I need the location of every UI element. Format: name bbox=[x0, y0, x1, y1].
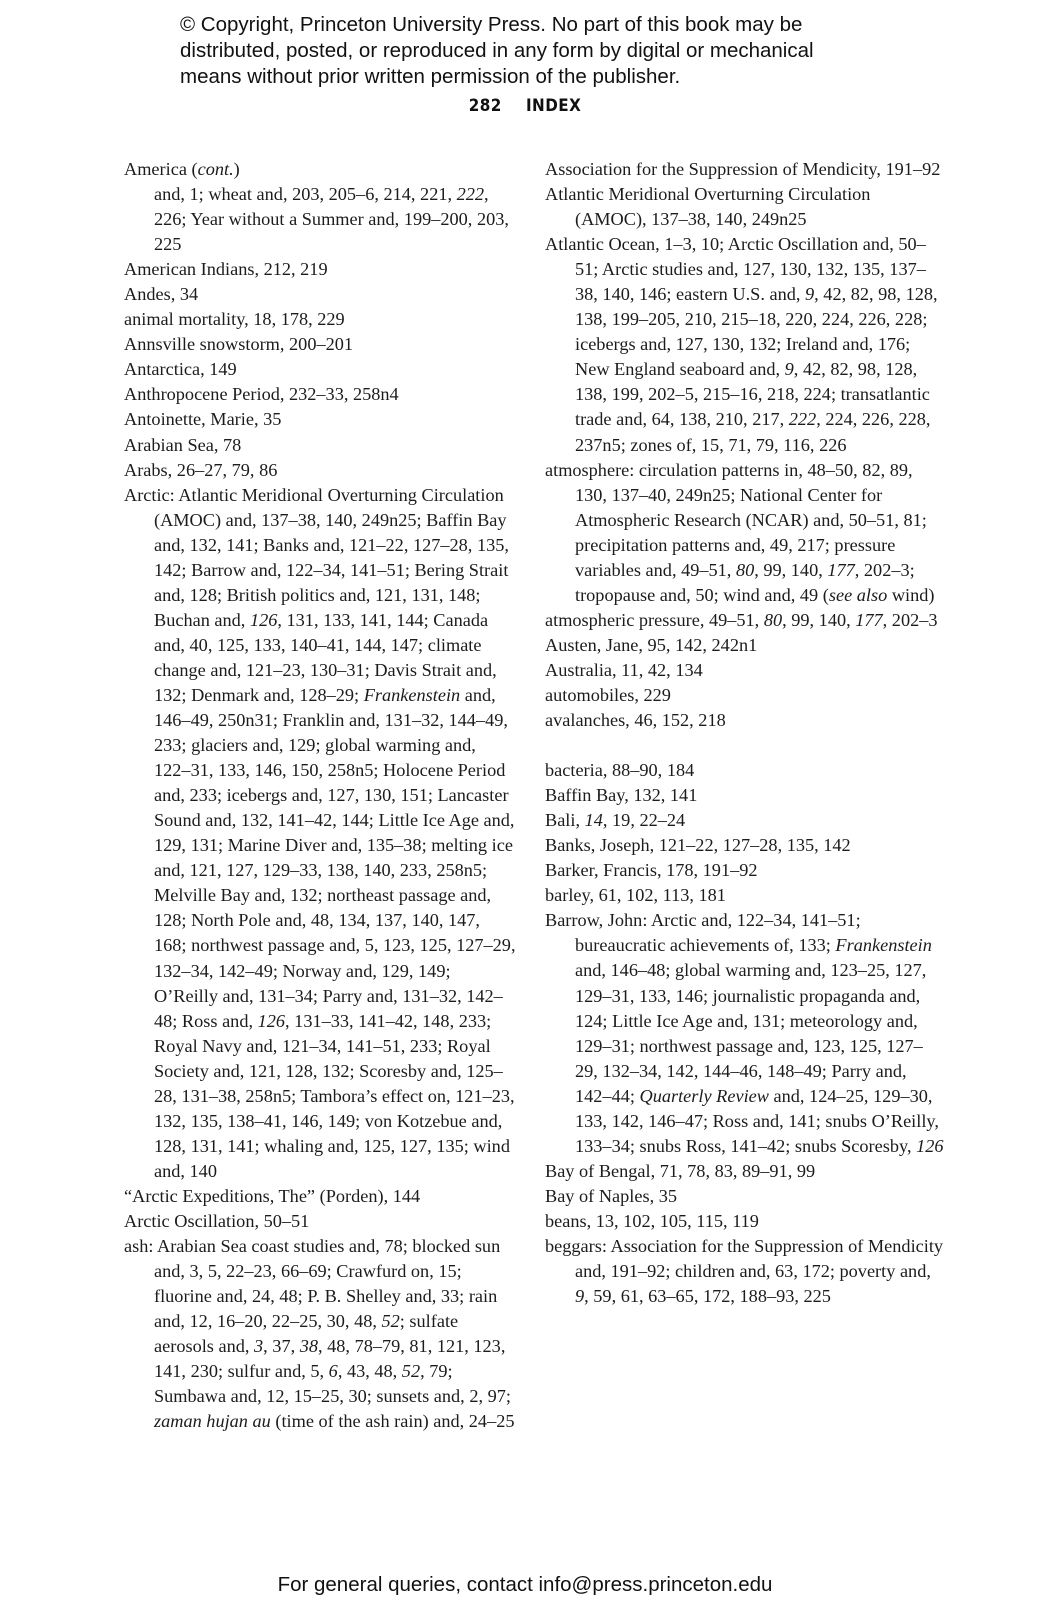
entry-text: , 37, bbox=[263, 1336, 300, 1357]
entry-text: American Indians, 212, 219 bbox=[124, 259, 328, 280]
entry-text: and, 1; wheat and, 203, 205–6, 214, 221, bbox=[154, 184, 457, 205]
entry-text: Banks, Joseph, 121–22, 127–28, 135, 142 bbox=[545, 835, 851, 856]
entry-text: , 202–3 bbox=[882, 609, 938, 630]
italic-text: 126 bbox=[249, 609, 278, 630]
index-entry bbox=[124, 357, 516, 382]
entry-text: and, 146–48; global warming and, 123–25, 127, 129–31, 133, 146; journalistic propaganda and, 124; Little Ice Age and, 131; meteorology and, 129–31; northwest passage and, 123, 125, 127–29, 132–34, 142, 144–46, 148–49; Parry and, 142–44; bbox=[575, 960, 927, 1106]
italic-text: 38 bbox=[299, 1336, 318, 1357]
entry-text: America ( bbox=[124, 159, 198, 179]
entry-text: ) bbox=[233, 159, 240, 179]
entry-text: Arabs, 26–27, 79, 86 bbox=[124, 459, 278, 480]
index-entry bbox=[545, 708, 945, 733]
entry-text: avalanches, 46, 152, 218 bbox=[545, 710, 726, 731]
entry-text: Anthropocene Period, 232–33, 258n4 bbox=[124, 384, 399, 405]
index-entry bbox=[124, 483, 516, 1184]
entry-text: and, 146–49, 250n31; Franklin and, 131–32, 144–49, 233; glaciers and, 129; global warming and, 122–31, 133, 146, 150, 258n5; Holocene Period and, 233; icebergs and, 127, 130, 151; Lancaster Sound and, 132, 141–42, 144; Little Ice Age and, 129, 131; Marine Diver and, 135–38; melting ice and, 121, 127, 129–33, 138, 140, 233, 258n5; Melville Bay and, 132; northeast passage and, 128; North Pole and, 48, 134, 137, 140, 147, 168; northwest passage and, 5, 123, 125, 127–29, 132–34, 142–49; Norway and, 129, 149; O’Reilly and, 131–34; Parry and, 131–32, 142–48; Ross and, bbox=[154, 684, 516, 1031]
copyright-line: © Copyright, Princeton University Press. No part of this book may be bbox=[180, 13, 803, 36]
index-entry bbox=[545, 608, 945, 633]
entry-text: Baffin Bay, 132, 141 bbox=[545, 785, 698, 806]
italic-text: 126 bbox=[257, 1010, 286, 1031]
entry-text: automobiles, 229 bbox=[545, 684, 671, 705]
index-column-left bbox=[124, 157, 516, 1434]
copyright-line: distributed, posted, or reproduced in any form by digital or mechanical bbox=[180, 39, 814, 62]
entry-text: , 224, 226, 228, 237n5; zones of, 15, 71, 79, 116, 226 bbox=[575, 409, 931, 455]
entry-text: Bay of Naples, 35 bbox=[545, 1185, 678, 1206]
entry-text: Annsville snowstorm, 200–201 bbox=[124, 334, 354, 355]
index-entry bbox=[545, 758, 945, 783]
index-entry bbox=[124, 157, 516, 182]
italic-text: zaman hujan au bbox=[154, 1411, 271, 1432]
index-entry bbox=[545, 683, 945, 708]
entry-text: , 48, 78–79, 81, 121, 123, 141, 230; sulfur and, 5, bbox=[154, 1336, 506, 1382]
entry-text: beggars: Association for the Suppression of Mendicity and, 191–92; children and, 63, 172; poverty and, bbox=[545, 1235, 944, 1282]
index-entry bbox=[545, 1184, 945, 1209]
index-entry bbox=[124, 458, 516, 483]
copyright-line: means without prior written permission of the publisher. bbox=[180, 65, 681, 88]
entry-text: bacteria, 88–90, 184 bbox=[545, 760, 695, 781]
index-entry bbox=[545, 1209, 945, 1234]
entry-text: , 42, 82, 98, 128, 138, 199, 202–5, 215–16, 218, 224; transatlantic trade and, 64, 138, 210, 217, bbox=[575, 359, 930, 430]
copyright-notice bbox=[180, 12, 940, 90]
index-entry bbox=[545, 658, 945, 683]
index-entry bbox=[124, 407, 516, 432]
italic-text: Quarterly Review bbox=[639, 1085, 769, 1106]
entry-text: Australia, 11, 42, 134 bbox=[545, 659, 703, 680]
entry-text: beans, 13, 102, 105, 115, 119 bbox=[545, 1210, 759, 1231]
entry-text: , 42, 82, 98, 128, 138, 199–205, 210, 215–18, 220, 224, 226, 228; icebergs and, 127, 130, 132; Ireland and, 176; New England seaboard and, bbox=[575, 284, 938, 380]
entry-text: , 226; Year without a Summer and, 199–200, 203, 225 bbox=[154, 184, 509, 255]
index-entry bbox=[124, 307, 516, 332]
italic-text: 6 bbox=[328, 1361, 338, 1382]
index-entry bbox=[124, 257, 516, 282]
entry-text: , 99, 140, bbox=[782, 609, 856, 630]
entry-text: Association for the Suppression of Mendicity, 191–92 bbox=[545, 159, 941, 179]
entry-text: , 99, 140, bbox=[754, 559, 828, 580]
index-entry bbox=[124, 1184, 516, 1209]
entry-text: , 59, 61, 63–65, 172, 188–93, 225 bbox=[584, 1286, 831, 1307]
italic-text: Frankenstein bbox=[835, 935, 932, 956]
index-entry bbox=[124, 1234, 516, 1434]
index-subentry bbox=[124, 182, 516, 257]
index-entry bbox=[124, 1209, 516, 1234]
entry-text: (time of the ash rain) and, 24–25 bbox=[270, 1411, 515, 1432]
index-entry bbox=[545, 458, 945, 608]
entry-text: Bali, bbox=[545, 810, 585, 831]
entry-text: Atlantic Ocean, 1–3, 10; Arctic Oscillation and, 50–51; Arctic studies and, 127, 130, 132, 135, 137–38, 140, 146; eastern U.S. and, bbox=[545, 234, 926, 305]
letter-group-gap bbox=[545, 733, 945, 758]
index-entry bbox=[545, 783, 945, 808]
italic-text: 9 bbox=[784, 359, 794, 380]
italic-text: 14 bbox=[584, 810, 603, 831]
index-entry bbox=[545, 883, 945, 908]
entry-text: , 131, 133, 141, 144; Canada and, 40, 125, 133, 140–41, 144, 147; climate change and, 121–23, 130–31; Davis Strait and, 132; Denmark and, 128–29; bbox=[154, 609, 497, 705]
italic-text: see also bbox=[828, 584, 888, 605]
footer-contact: For general queries, contact info@press.princeton.edu bbox=[277, 1573, 773, 1596]
running-head bbox=[42, 96, 1008, 115]
entry-text: Barker, Francis, 178, 191–92 bbox=[545, 860, 758, 881]
italic-text: 52 bbox=[381, 1311, 400, 1332]
index-entry bbox=[545, 157, 945, 182]
italic-text: cont. bbox=[197, 159, 234, 179]
entry-text: animal mortality, 18, 178, 229 bbox=[124, 309, 345, 330]
entry-text: ; sulfate aerosols and, bbox=[154, 1311, 459, 1357]
italic-text: 177 bbox=[827, 559, 855, 580]
italic-text: 222 bbox=[788, 409, 817, 430]
entry-text: Arabian Sea, 78 bbox=[124, 434, 242, 455]
italic-text: 9 bbox=[575, 1286, 585, 1307]
index-entry bbox=[124, 282, 516, 307]
index-entry bbox=[545, 858, 945, 883]
index-entry bbox=[545, 633, 945, 658]
index-entry bbox=[545, 1159, 945, 1184]
entry-text: , 202–3; tropopause and, 50; wind and, 49 ( bbox=[575, 559, 915, 605]
section-title: INDEX bbox=[525, 96, 582, 115]
entry-text: , 43, 48, bbox=[337, 1361, 402, 1382]
italic-text: 80 bbox=[735, 559, 755, 580]
entry-text: Barrow, John: Arctic and, 122–34, 141–51; bureaucratic achievements of, 133; bbox=[545, 910, 861, 956]
index-entry bbox=[124, 332, 516, 357]
entry-text: Antoinette, Marie, 35 bbox=[124, 409, 282, 430]
italic-text: 80 bbox=[763, 609, 783, 630]
entry-text: Bay of Bengal, 71, 78, 83, 89–91, 99 bbox=[545, 1160, 816, 1181]
entry-text: Arctic: Atlantic Meridional Overturning Circulation (AMOC) and, 137–38, 140, 249n25; Baffin Bay and, 132, 141; Banks and, 121–22, 127–28, 135, 142; Barrow and, 122–34, 141–51; Bering Strait and, 128; British politics and, 121, 131, 148; Buchan and, bbox=[124, 484, 509, 630]
index-entry bbox=[545, 808, 945, 833]
italic-text: 177 bbox=[855, 609, 883, 630]
index-entry bbox=[124, 433, 516, 458]
index-column-right bbox=[545, 157, 945, 1309]
entry-text: barley, 61, 102, 113, 181 bbox=[545, 885, 726, 906]
index-entry bbox=[545, 833, 945, 858]
entry-text: atmospheric pressure, 49–51, bbox=[545, 609, 764, 630]
entry-text: atmosphere: circulation patterns in, 48–50, 82, 89, 130, 137–40, 249n25; National Center for Atmospheric Research (NCAR) and, 50–51, 81; precipitation patterns and, 49, 217; pressure variables and, 49–51, bbox=[545, 459, 927, 580]
entry-text: Austen, Jane, 95, 142, 242n1 bbox=[545, 634, 758, 655]
entry-text: , 19, 22–24 bbox=[602, 810, 686, 831]
entry-text: , 79; Sumbawa and, 12, 15–25, 30; sunsets and, 2, 97; bbox=[154, 1361, 511, 1407]
italic-text: 52 bbox=[401, 1361, 421, 1382]
index-entry bbox=[124, 382, 516, 407]
italic-text: 126 bbox=[916, 1135, 944, 1156]
italic-text: 9 bbox=[805, 284, 815, 305]
entry-text: Atlantic Meridional Overturning Circulation (AMOC), 137–38, 140, 249n25 bbox=[545, 184, 871, 230]
italic-text: 222 bbox=[456, 184, 485, 205]
index-entry bbox=[545, 232, 945, 457]
italic-text: Frankenstein bbox=[363, 684, 461, 705]
entry-text: Antarctica, 149 bbox=[124, 359, 237, 380]
page-number: 282 bbox=[468, 96, 502, 115]
italic-text: 3 bbox=[254, 1336, 264, 1357]
entry-text: wind) bbox=[887, 584, 935, 605]
index-entry bbox=[545, 182, 945, 232]
entry-text: ash: Arabian Sea coast studies and, 78; blocked sun and, 3, 5, 22–23, 66–69; Crawfurd on, 15; fluorine and, 24, 48; P. B. Shelley and, 33; rain and, 12, 16–20, 22–25, 30, 48, bbox=[124, 1236, 501, 1332]
entry-text: Andes, 34 bbox=[124, 284, 199, 305]
index-entry bbox=[545, 1234, 945, 1309]
entry-text: , 131–33, 141–42, 148, 233; Royal Navy and, 121–34, 141–51, 233; Royal Society and, 121, 128, 132; Scoresby and, 125–28, 131–38, 258n5; Tambora’s effect on, 121–23, 132, 135, 138–41, 146, 149; von Kotzebue and, 128, 131, 141; whaling and, 125, 127, 135; wind and, 140 bbox=[154, 1010, 515, 1181]
index-entry bbox=[545, 908, 945, 1158]
entry-text: and, 124–25, 129–30, 133, 142, 146–47; Ross and, 141; snubs O’Reilly, 133–34; snubs Ross, 141–42; snubs Scoresby, bbox=[575, 1085, 939, 1156]
entry-text: Arctic Oscillation, 50–51 bbox=[124, 1210, 310, 1231]
entry-text: “Arctic Expeditions, The” (Porden), 144 bbox=[124, 1185, 421, 1206]
